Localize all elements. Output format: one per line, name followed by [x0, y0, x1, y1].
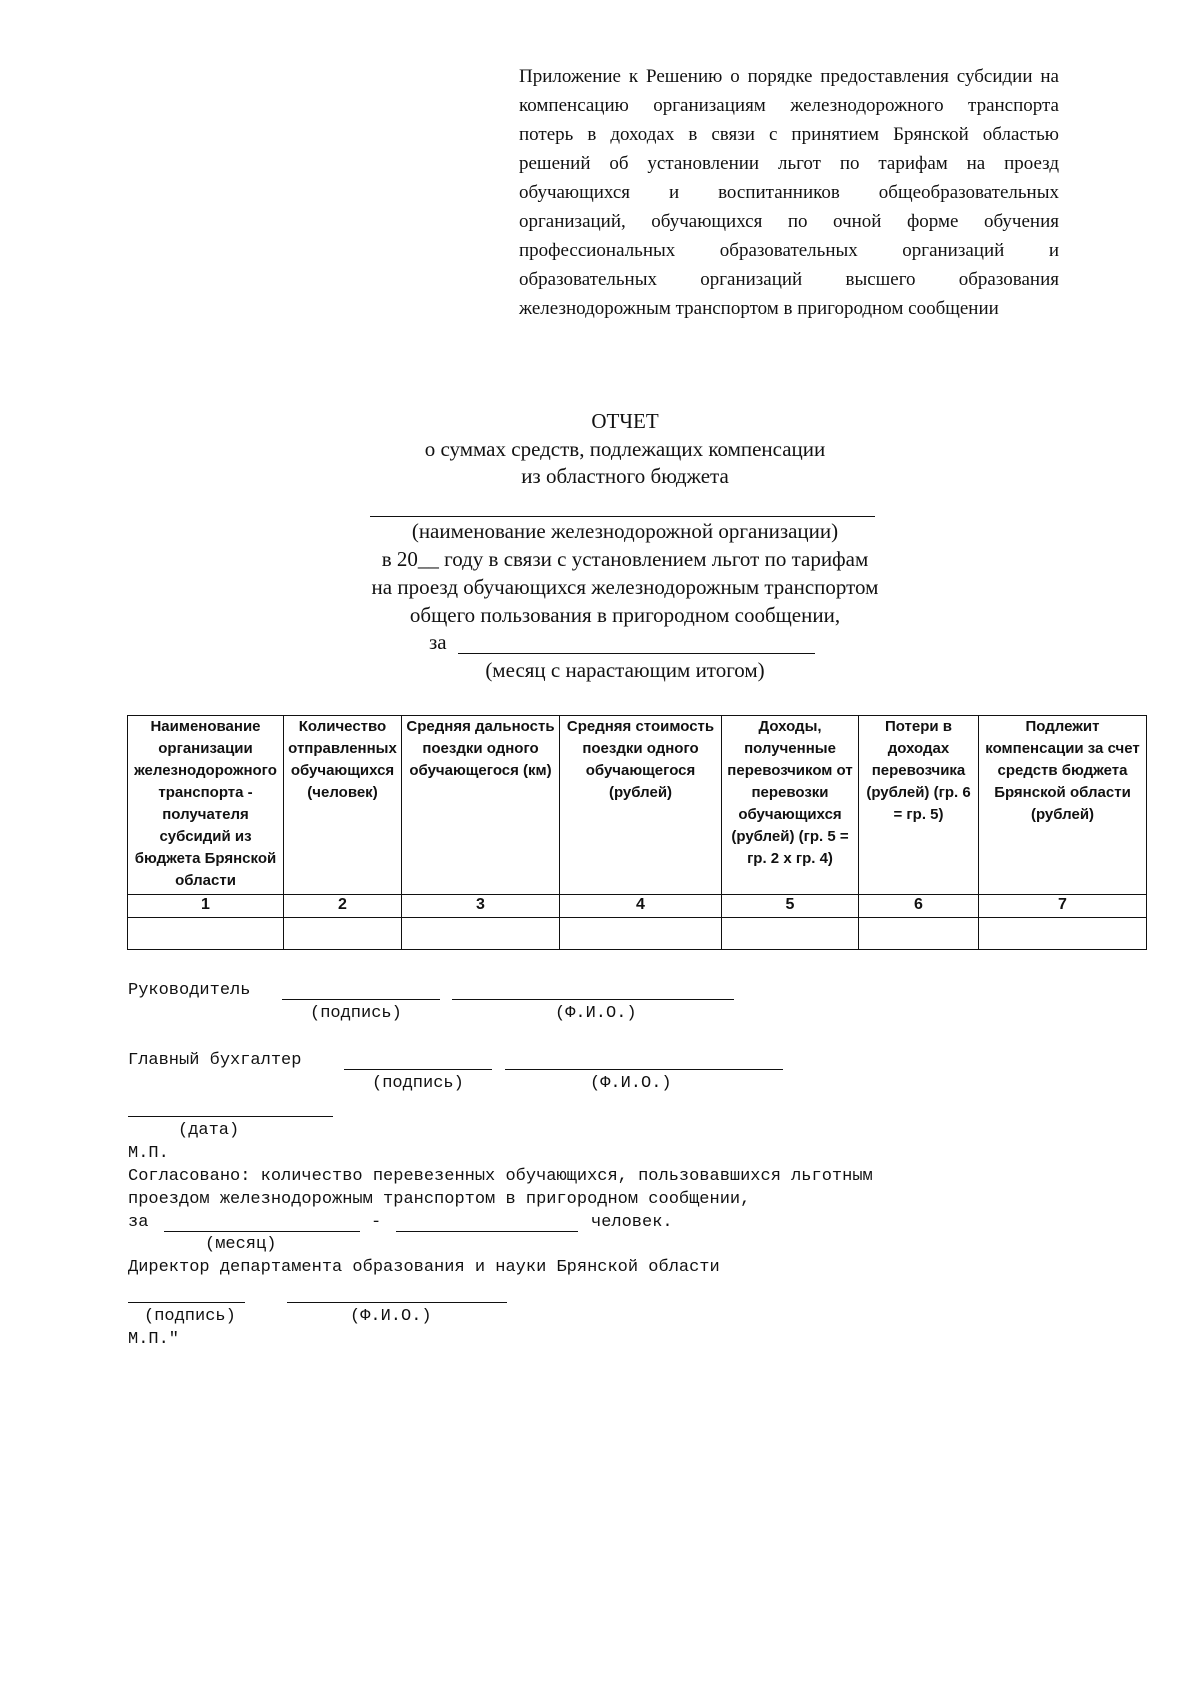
org-name-caption: (наименование железнодорожной организации)	[411, 519, 839, 543]
director-name-caption: (Ф.И.О.)	[350, 1307, 432, 1326]
accountant-label: Главный бухгалтер	[128, 1051, 302, 1070]
agreed-month-line[interactable]	[164, 1231, 360, 1232]
table-cell[interactable]	[560, 918, 722, 950]
agreed-count-line[interactable]	[396, 1231, 578, 1232]
col-number: 3	[402, 895, 560, 918]
agreed-za-label: за	[128, 1213, 149, 1232]
col-header-organization: Наименование организации железнодорожного транспорта - получателя субсидий из бюджета Брянской области	[128, 716, 284, 895]
report-title: ОТЧЕТ	[591, 409, 659, 433]
col-header-cost: Средняя стоимость поездки одного обучающегося (рублей)	[560, 716, 722, 895]
stamp-place-label: М.П.	[128, 1144, 169, 1163]
col-header-income: Доходы, полученные перевозчиком от перевозки обучающихся (рублей) (гр. 5 = гр. 2 x гр. 4)	[722, 716, 859, 895]
table-cell[interactable]	[402, 918, 560, 950]
month-line[interactable]	[458, 653, 815, 654]
accountant-signature-line[interactable]	[344, 1069, 492, 1070]
year-line: в 20__ году в связи с установлением льгот по тарифам	[381, 547, 869, 571]
col-number: 5	[722, 895, 859, 918]
table-cell[interactable]	[722, 918, 859, 950]
director-label: Директор департамента образования и науки Брянской области	[128, 1258, 720, 1277]
head-label: Руководитель	[128, 981, 251, 1000]
head-signature-line[interactable]	[282, 999, 440, 1000]
report-line-3: на проезд обучающихся железнодорожным транспортом	[371, 575, 879, 599]
table-cell[interactable]	[979, 918, 1147, 950]
head-signature-caption: (подпись)	[310, 1004, 402, 1023]
report-line-4: общего пользования в пригородном сообщении,	[409, 603, 841, 627]
agreed-month-caption: (месяц)	[205, 1235, 277, 1254]
table-cell[interactable]	[128, 918, 284, 950]
annex-text: Приложение к Решению о порядке предоставления субсидии на компенсацию организациям железнодорожного транспорта потерь в доходах в связи с принятием Брянской областью решений об установлении льгот по тарифам на проезд обучающихся и воспитанников общеобразовательных организаций, обучающихся по очной форме обучения профессиональных образовательных организаций и образовательных организаций высшего образования железнодорожным транспортом в пригородном сообщении	[519, 66, 1059, 319]
director-name-line[interactable]	[287, 1302, 507, 1303]
table-row	[128, 918, 1147, 950]
col-number: 6	[859, 895, 979, 918]
report-subtitle-2: из областного бюджета	[521, 464, 729, 488]
agreed-dash: -	[371, 1213, 382, 1232]
col-number: 4	[560, 895, 722, 918]
table-cell[interactable]	[859, 918, 979, 950]
director-signature-line[interactable]	[128, 1302, 245, 1303]
date-caption: (дата)	[178, 1121, 240, 1140]
col-number: 7	[979, 895, 1147, 918]
org-name-line[interactable]	[370, 516, 875, 517]
col-header-compensation: Подлежит компенсации за счет средств бюджета Брянской области (рублей)	[979, 716, 1147, 895]
director-signature-caption: (подпись)	[144, 1307, 236, 1326]
col-header-distance: Средняя дальность поездки одного обучающегося (км)	[402, 716, 560, 895]
agreed-people-label: человек.	[591, 1213, 673, 1232]
final-stamp-label: М.П."	[128, 1330, 180, 1349]
head-name-line[interactable]	[452, 999, 734, 1000]
accountant-name-caption: (Ф.И.О.)	[590, 1074, 672, 1093]
accountant-name-line[interactable]	[505, 1069, 783, 1070]
table-header-row	[128, 716, 1147, 895]
agreed-line-2: проездом железнодорожным транспортом в пригородном сообщении,	[128, 1190, 751, 1209]
date-line[interactable]	[128, 1116, 333, 1117]
col-number: 1	[128, 895, 284, 918]
agreed-line-1: Согласовано: количество перевезенных обучающихся, пользовавшихся льготным	[128, 1167, 873, 1186]
month-caption: (месяц с нарастающим итогом)	[485, 658, 765, 682]
head-name-caption: (Ф.И.О.)	[555, 1004, 637, 1023]
col-header-count: Количество отправленных обучающихся (человек)	[284, 716, 402, 895]
report-table	[127, 715, 1147, 950]
table-cell[interactable]	[284, 918, 402, 950]
report-subtitle-1: о суммах средств, подлежащих компенсации	[424, 437, 826, 461]
za-label: за	[429, 630, 447, 654]
col-header-losses: Потери в доходах перевозчика (рублей) (гр. 6 = гр. 5)	[859, 716, 979, 895]
accountant-signature-caption: (подпись)	[372, 1074, 464, 1093]
table-number-row	[128, 895, 1147, 918]
col-number: 2	[284, 895, 402, 918]
